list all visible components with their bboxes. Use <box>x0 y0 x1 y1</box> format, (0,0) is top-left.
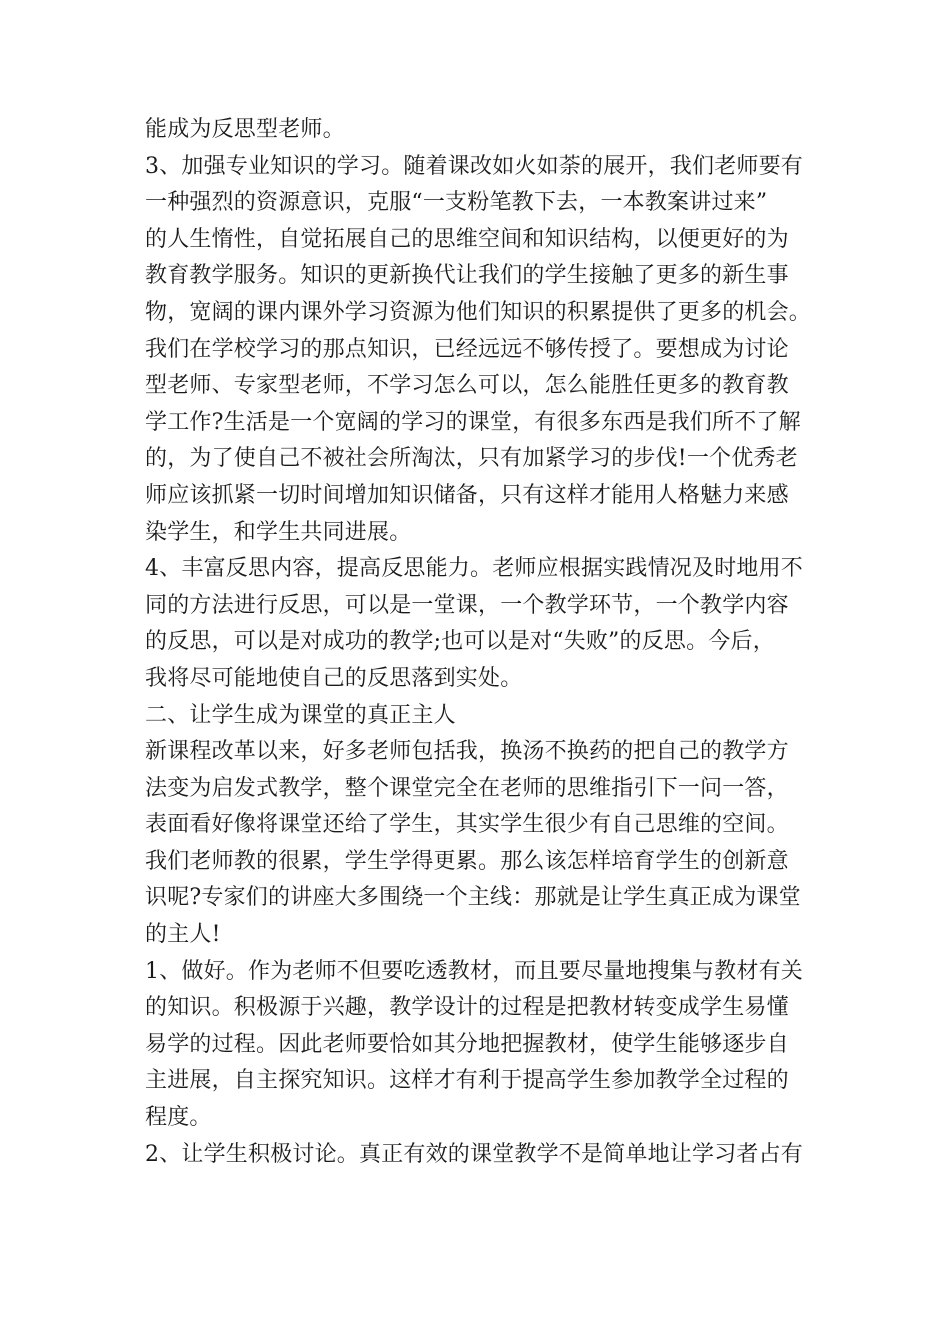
text-line: 染学生，和学生共同进展。 <box>145 519 412 545</box>
text-line: 型老师、专家型老师，不学习怎么可以，怎么能胜任更多的教育教 <box>145 373 789 399</box>
text-line: 新课程改革以来，好多老师包括我，换汤不换药的把自己的教学方 <box>145 739 789 765</box>
text-line: 2、让学生积极讨论。真正有效的课堂教学不是简单地让学习者占有 <box>145 1141 803 1167</box>
text-line: 的反思，可以是对成功的教学;也可以是对“失败”的反思。今后， <box>145 629 775 655</box>
text-line: 法变为启发式教学，整个课堂完全在老师的思维指引下一问一答， <box>145 775 789 801</box>
text-line: 的知识。积极源于兴趣，教学设计的过程是把教材转变成学生易懂 <box>145 995 789 1021</box>
text-line: 一种强烈的资源意识，克服“一支粉笔教下去，一本教案讲过来” <box>145 190 768 216</box>
text-line: 我将尽可能地使自己的反思落到实处。 <box>145 665 523 691</box>
text-line: 物，宽阔的课内课外学习资源为他们知识的积累提供了更多的机会。 <box>145 299 812 325</box>
text-line: 的，为了使自己不被社会所淘汰，只有加紧学习的步伐!一个优秀老 <box>145 446 798 472</box>
text-line: 易学的过程。因此老师要恰如其分地把握教材，使学生能够逐步自 <box>145 1031 789 1057</box>
text-line: 师应该抓紧一切时间增加知识储备，只有这样才能用人格魅力来感 <box>145 482 789 508</box>
text-line: 表面看好像将课堂还给了学生，其实学生很少有自己思维的空间。 <box>145 812 789 838</box>
text-line: 识呢?专家们的讲座大多围绕一个主线：那就是让学生真正成为课堂 <box>145 885 801 911</box>
text-line: 我们在学校学习的那点知识，已经远远不够传授了。要想成为讨论 <box>145 336 789 362</box>
text-line: 的人生惰性，自觉拓展自己的思维空间和知识结构，以便更好的为 <box>145 226 789 252</box>
section-heading: 二、让学生成为课堂的真正主人 <box>145 702 456 728</box>
text-line: 的主人! <box>145 922 221 948</box>
body-text <box>145 112 825 1173</box>
text-line: 教育教学服务。知识的更新换代让我们的学生接触了更多的新生事 <box>145 263 789 289</box>
text-line: 我们老师教的很累，学生学得更累。那么该怎样培育学生的创新意 <box>145 848 789 874</box>
text-line: 主进展，自主探究知识。这样才有利于提高学生参加教学全过程的 <box>145 1068 789 1094</box>
text-line: 4、丰富反思内容，提高反思能力。老师应根据实践情况及时地用不 <box>145 556 803 582</box>
text-line: 1、做好。作为老师不但要吃透教材，而且要尽量地搜集与教材有关 <box>145 958 803 984</box>
text-line: 程度。 <box>145 1105 212 1131</box>
text-line: 3、加强专业知识的学习。随着课改如火如荼的展开，我们老师要有 <box>145 153 803 179</box>
text-line: 同的方法进行反思，可以是一堂课，一个教学环节，一个教学内容 <box>145 592 789 618</box>
text-line: 学工作?生活是一个宽阔的学习的课堂，有很多东西是我们所不了解 <box>145 409 801 435</box>
text-line: 能成为反思型老师。 <box>145 117 345 142</box>
